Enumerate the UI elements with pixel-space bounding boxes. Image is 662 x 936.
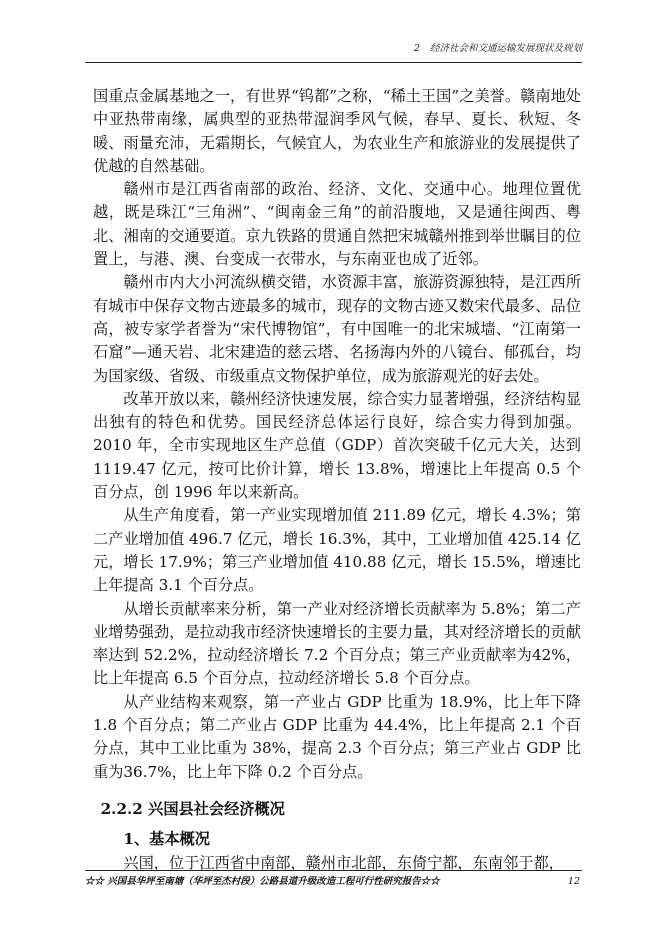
footer-text: ☆☆ 兴国县华坪至南塘（华坪至杰村段）公路县道升级改造工程可行性研究报告☆☆	[85, 876, 440, 887]
body-paragraph: 从产业结构来观察，第一产业占 GDP 比重为 18.9%，比上年下降1.8 个百分点；第二产业占 GDP 比重为 44.4%，比上年提高 2.1 个百分点，其中工业比重为 38%，提高 2.3 个百分点；第三产业占 GDP 比重为36.7%，比上年下降 0.2 个百分点。	[93, 692, 581, 781]
header-chapter-number: 2	[413, 43, 420, 54]
body-paragraph: 赣州市内大小河流纵横交错，水资源丰富，旅游资源独特，是江西所有城市中保存文物古迹最多的城市，现存的文物古迹又数宋代最多、品位高，被专家学者誉为“宋代博物馆”，有中国唯一的北宋城墙、“江南第一石窟”—通天岩、北宋建造的慈云塔、名扬海内外的八镜台、郁孤台，均为国家级、省级、市级重点文物保护单位，成为旅游观光的好去处。	[93, 273, 581, 385]
page-footer	[85, 870, 582, 889]
body-paragraph: 赣州市是江西省南部的政治、经济、文化、交通中心。地理位置优越，既是珠江“三角洲”、“闽南金三角”的前沿腹地，又是通往闽西、粤北、湘南的交通要道。京九铁路的贯通自然把宋城赣州推到举世瞩目的位置上，与港、澳、台变成一衣带水，与东南亚也成了近邻。	[93, 180, 581, 269]
body-paragraph: 从生产角度看，第一产业实现增加值 211.89 亿元，增长 4.3%；第二产业增加值 496.7 亿元，增长 16.3%，其中，工业增加值 425.14 亿元，增长 17.9%；第三产业增加值 410.88 亿元，增长 15.5%，增速比上年提高 3.1 个百分点。	[93, 506, 581, 595]
document-body	[93, 85, 581, 875]
subsection-title: 1、基本概况	[123, 830, 210, 849]
page-number: 12	[567, 876, 580, 887]
body-paragraph: 国重点金属基地之一，有世界“钨都”之称，“稀土王国”之美誉。赣南地处中亚热带南缘，属典型的亚热带湿润季风气候，春早、夏长、秋短、冬暖、雨量充沛，无霜期长，气候宜人，为农业生产和旅游业的发展提供了优越的自然基础。	[93, 87, 581, 175]
page-header	[85, 42, 582, 63]
header-chapter-title: 经济社会和交通运输发展现状及规划	[429, 43, 582, 54]
body-paragraph: 兴国，位于江西省中南部，赣州市北部，东倚宁都，东南邻于都，	[123, 853, 564, 872]
section-title: 2.2.2 兴国县社会经济概况	[100, 799, 285, 818]
body-paragraph: 改革开放以来，赣州经济快速发展，综合实力显著增强，经济结构显出独有的特色和优势。国民经济总体运行良好，综合实力得到加强。2010 年，全市实现地区生产总值（GDP）首次突破千亿元大关，达到1119.47 亿元，按可比价计算，增长 13.8%，增速比上年提高 0.5 个百分点，创 1996 年以来新高。	[93, 389, 581, 502]
body-paragraph: 从增长贡献率来分析，第一产业对经济增长贡献率为 5.8%；第二产业增势强劲，是拉动我市经济快速增长的主要力量，其对经济增长的贡献率达到 52.2%，拉动经济增长 7.2 个百分点；第三产业贡献率为42%，比上年提高 6.5 个百分点，拉动经济增长 5.8 个百分点。	[93, 599, 581, 688]
